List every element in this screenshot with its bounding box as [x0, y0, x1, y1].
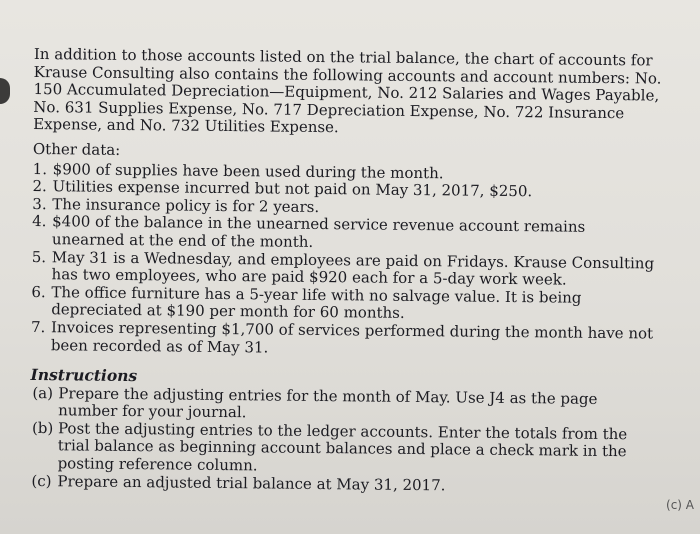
corner-text: (c) A: [666, 498, 694, 512]
list-item-text: The office furniture has a 5-year life with no salvage value. It is being depreciated at $190 per month for 60 months.: [51, 282, 582, 323]
list-item-text: $900 of supplies have been used during the month.: [52, 159, 444, 182]
list-item: [31, 319, 661, 361]
intro-paragraph: In addition to those accounts listed on the trial balance, the chart of accounts for Krause Consulting also contains the following accounts and account numbers: No. 150 Accumulated Depreciation—Equipment, No. 212 Salaries and Wages Payable, No. 631 Supplies Expense, No. 717 Depreciation Expense, No. 722 Insurance Expense, and No. 732 Utilities Expense.: [33, 45, 662, 137]
page-edge-shadow: [0, 78, 10, 104]
instructions-list: [29, 385, 660, 497]
instruction-label: (b): [31, 418, 54, 438]
instruction-text: Post the adjusting entries to the ledger accounts. Enter the totals from the trial balance as beginning account balances and place a check mark in the posting reference column.: [57, 419, 628, 475]
list-item-number: 7.: [30, 317, 46, 337]
list-item-text: May 31 is a Wednesday, and employees are paid on Fridays. Krause Consulting has two employees, who are paid $920 each for a 5-day work week.: [51, 247, 655, 289]
other-data-heading: Other data:: [32, 139, 121, 159]
other-data-list: [31, 161, 663, 361]
instruction-label: (c): [31, 471, 52, 490]
list-item-text: Invoices representing $1,700 of services performed during the month have not been recorded as of May 31.: [50, 318, 654, 356]
list-item-number: 3.: [32, 194, 47, 213]
problem-text: [29, 46, 664, 497]
list-item-number: 5.: [31, 247, 47, 266]
list-item-text: The insurance policy is for 2 years.: [52, 194, 320, 216]
list-item-text: $400 of the balance in the unearned service revenue account remains unearned at the end of the month.: [51, 212, 586, 251]
list-item-number: 1.: [32, 159, 48, 178]
instruction-label: (a): [32, 383, 54, 402]
list-item-text: Utilities expense incurred but not paid on May 31, 2017, $250.: [52, 177, 533, 201]
instruction-item: [32, 420, 661, 479]
instructions-heading: Instructions: [30, 365, 138, 386]
list-item-number: 2.: [32, 177, 47, 196]
instruction-text: Prepare an adjusted trial balance at May 31, 2017.: [57, 471, 446, 494]
list-item-number: 6.: [31, 282, 46, 301]
list-item-number: 4.: [32, 212, 47, 231]
instruction-text: Prepare the adjusting entries for the month of May. Use J4 as the page number for your journal.: [58, 383, 598, 422]
